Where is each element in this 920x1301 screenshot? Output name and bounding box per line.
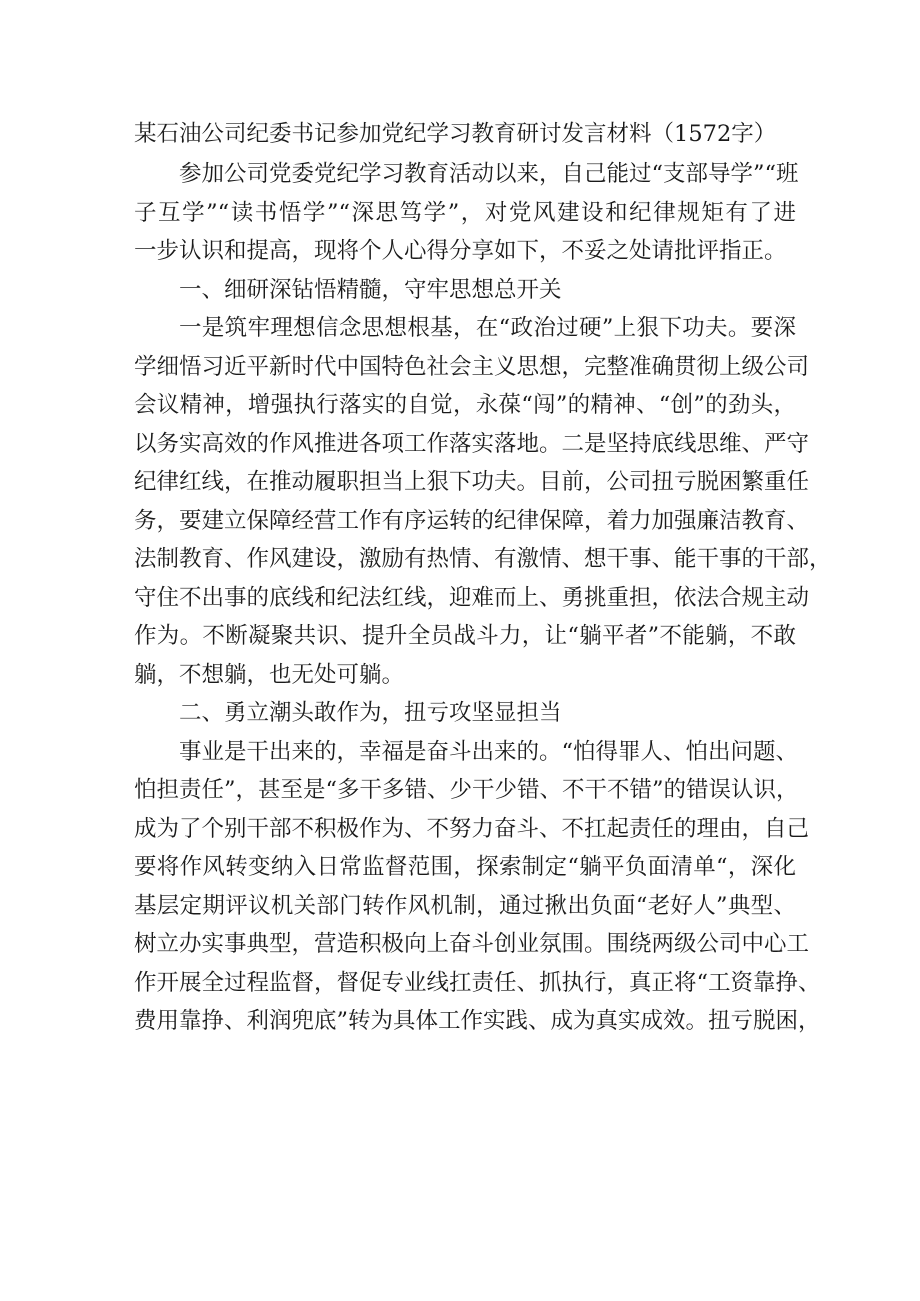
document-body <box>134 155 832 1041</box>
body-line: 基层定期评议机关部门转作风机制，通过揪出负面“老好人”典型、 <box>134 892 796 919</box>
body-line: 守住不出事的底线和纪法红线，迎难而上、勇挑重担，依法合规主动 <box>134 584 810 611</box>
body-line: 树立办实事典型，营造积极向上奋斗创业氛围。围绕两级公司中心工 <box>134 931 810 957</box>
body-line: 参加公司党委党纪学习教育活动以来，自己能过“支部导学”“班 <box>179 161 799 187</box>
body-line: 法制教育、作风建设，激励有热情、有激情、想干事、能干事的干部， <box>134 546 832 572</box>
body-line: 一是筑牢理想信念思想根基，在“政治过硬”上狠下功夫。要深 <box>179 315 796 341</box>
body-line: 学细悟习近平新时代中国特色社会主义思想，完整准确贯彻上级公司 <box>134 353 810 380</box>
body-line: 事业是干出来的，幸福是奋斗出来的。“怕得罪人、怕出问题、 <box>179 738 799 765</box>
body-line: 以务实高效的作风推进各项工作落实落地。二是坚持底线思维、严守 <box>134 430 810 457</box>
body-line: 作开展全过程监督，督促专业线扛责任、抓执行，真正将“工资靠挣、 <box>134 969 821 996</box>
body-line: 子互学”“读书悟学”“深思笃学”，对党风建设和纪律规矩有了进 <box>134 199 796 226</box>
section-heading: 一、细研深钻悟精髓，守牢思想总开关 <box>179 276 562 303</box>
document-title: 某石油公司纪委书记参加党纪学习教育研讨发言材料（1572字） <box>134 121 777 147</box>
body-line: 一步认识和提高，现将个人心得分享如下，不妥之处请批评指正。 <box>134 238 787 264</box>
body-line: 纪律红线，在推动履职担当上狠下功夫。目前，公司扭亏脱困繁重任 <box>134 469 810 495</box>
body-line: 要将作风转变纳入日常监督范围，探索制定“躺平负面清单“，深化 <box>134 854 796 880</box>
body-line: 务，要建立保障经营工作有序运转的纪律保障，着力加强廉洁教育、 <box>134 507 810 534</box>
body-line: 费用靠挣、利润兜底”转为具体工作实践、成为真实成效。扭亏脱困， <box>134 1008 821 1034</box>
body-line: 成为了个别干部不积极作为、不努力奋斗、不扛起责任的理由，自己 <box>134 815 810 842</box>
body-line: 怕担责任”，甚至是“多干多错、少干少错、不干不错”的错误认识， <box>134 777 799 803</box>
body-line: 作为。不断凝聚共识、提升全员战斗力，让“躺平者”不能躺，不敢 <box>134 623 796 649</box>
body-line: 躺，不想躺，也无处可躺。 <box>134 661 405 688</box>
body-line: 会议精神，增强执行落实的自觉，永葆“闯”的精神、“创”的劲头， <box>134 392 796 418</box>
section-heading: 二、勇立潮头敢作为，扭亏攻坚显担当 <box>179 700 562 726</box>
